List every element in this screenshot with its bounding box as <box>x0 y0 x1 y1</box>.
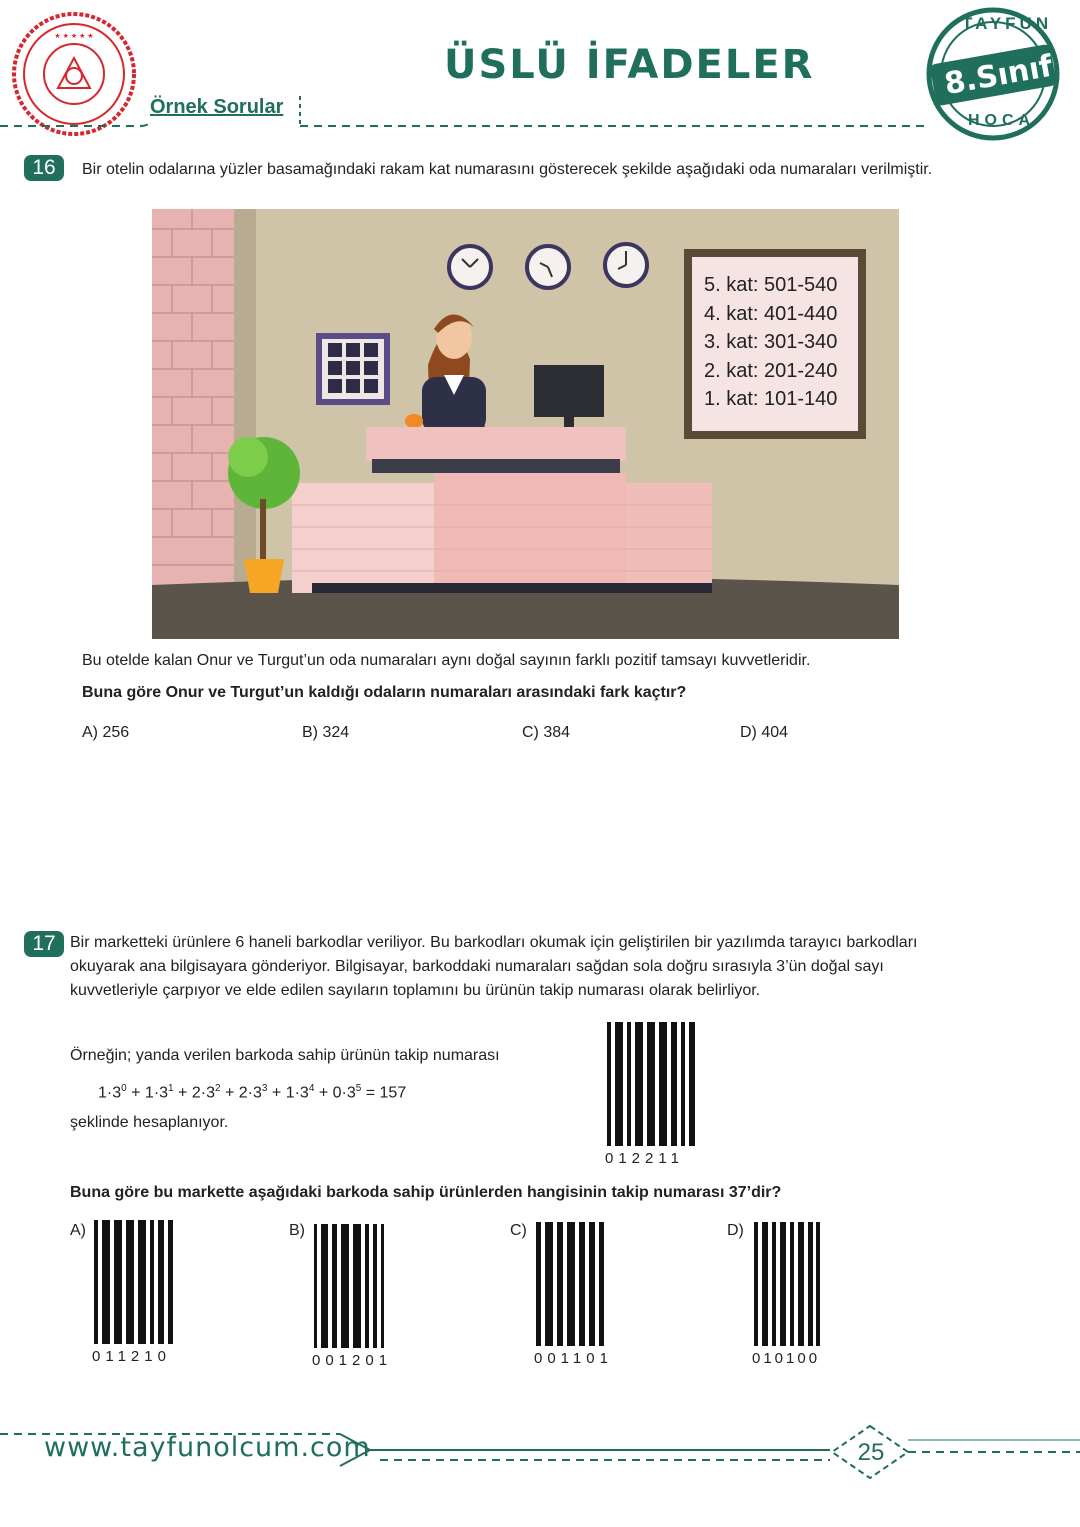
formula-exp-4: 3 <box>261 1083 268 1094</box>
board-line-1: 1. kat: 101-140 <box>704 388 838 410</box>
q17-option-b-label[interactable]: B) <box>289 1222 305 1239</box>
formula-term-6: + 0·3 <box>314 1084 356 1102</box>
q17-option-a-label[interactable]: A) <box>70 1222 86 1239</box>
q17-example-outro: şeklinde hesaplanıyor. <box>70 1114 229 1131</box>
q16-question: Buna göre Onur ve Turgut’un kaldığı odaların numaraları arasındaki fark kaçtır? <box>82 684 687 701</box>
q17-option-c-digits: 001101 <box>534 1350 613 1367</box>
question-number-17: 17 <box>24 931 64 957</box>
formula-exp-5: 4 <box>308 1083 315 1094</box>
teacher-stamp <box>922 6 1064 142</box>
q16-option-d[interactable]: D) 404 <box>740 724 789 741</box>
q17-option-d-digits: 010100 <box>752 1350 821 1367</box>
q17-option-c-barcode[interactable] <box>534 1222 614 1372</box>
page-number: 25 <box>857 1439 885 1466</box>
q16-info: Bu otelde kalan Onur ve Turgut’un oda numaraları aynı doğal sayının farklı pozitif tamsayı kuvvetleridir. <box>82 652 811 669</box>
q17-option-d-barcode[interactable] <box>752 1222 822 1372</box>
formula-result: = 157 <box>361 1084 407 1102</box>
question-number-16: 16 <box>24 155 64 181</box>
q17-option-a-digits: 011210 <box>92 1348 171 1365</box>
q17-intro-1: Bir marketteki ürünlere 6 haneli barkodlar veriliyor. Bu barkodları okumak için geliştirilen bir yazılımda tarayıcı barkodları <box>70 934 918 951</box>
q16-option-b[interactable]: B) 324 <box>302 724 350 741</box>
formula-exp-2: 1 <box>168 1083 174 1094</box>
floor-board-list <box>704 271 837 414</box>
q16-option-c[interactable]: C) 384 <box>522 724 571 741</box>
footer-url[interactable]: www.tayfunolcum.com <box>44 1432 371 1463</box>
formula-term-2: + 1·3 <box>126 1084 169 1102</box>
formula-term-4: + 2·3 <box>220 1084 262 1102</box>
formula-exp-3: 2 <box>214 1083 221 1094</box>
q17-option-c-label[interactable]: C) <box>510 1222 527 1239</box>
formula-term-5: + 1·3 <box>267 1084 309 1102</box>
board-line-4: 4. kat: 401-440 <box>704 302 838 325</box>
example-barcode-digits: 012211 <box>605 1150 684 1167</box>
q17-question: Buna göre bu markette aşağıdaki barkoda sahip ürünlerden hangisinin takip numarası 37’dir? <box>70 1184 782 1201</box>
formula-term-3: + 2·3 <box>173 1084 215 1102</box>
example-barcode <box>605 1022 697 1172</box>
q17-intro-2: okuyarak ana bilgisayara gönderiyor. Bilgisayar, barkoddaki numaraları sağdan sola doğru sırasıyla 3’ün doğal sayı <box>70 958 884 975</box>
formula-exp-6: 5 <box>355 1083 362 1094</box>
svg-text:★ ★ ★ ★ ★: ★ ★ ★ ★ ★ <box>54 33 94 40</box>
board-line-2: 2. kat: 201-240 <box>704 359 838 382</box>
stamp-middle: 8.Sınıf <box>941 48 1056 103</box>
stamp-top: TAYFUN <box>962 14 1053 33</box>
header-dashed-line <box>0 0 1080 140</box>
q17-option-a-barcode[interactable] <box>92 1220 176 1370</box>
formula-exp-1: 0 <box>121 1083 127 1094</box>
hotel-reception-illustration <box>152 209 899 639</box>
q16-option-a[interactable]: A) 256 <box>82 724 130 741</box>
stamp-bottom: HOCA <box>968 112 1036 129</box>
q17-option-d-label[interactable]: D) <box>727 1222 744 1239</box>
section-label: Örnek Sorular <box>150 96 284 118</box>
page-title: ÜSLÜ İFADELER <box>444 42 815 88</box>
q17-option-b-digits: 001201 <box>312 1352 393 1369</box>
board-line-5: 5. kat: 501-540 <box>704 274 838 296</box>
q17-option-b-barcode[interactable] <box>312 1224 392 1374</box>
q17-intro-3: kuvvetleriyle çarpıyor ve elde edilen sayıların toplamını bu ürünün takip numarası olarak belirliyor. <box>70 982 761 999</box>
q17-formula <box>98 1077 406 1105</box>
q17-example-intro: Örneğin; yanda verilen barkoda sahip ürünün takip numarası <box>70 1047 500 1064</box>
formula-term-1: 1·3 <box>98 1084 122 1102</box>
board-line-3: 3. kat: 301-340 <box>704 331 838 353</box>
q16-intro: Bir otelin odalarına yüzler basamağındaki rakam kat numarasını gösterecek şekilde aşağıdaki oda numaraları verilmiştir. <box>82 161 933 178</box>
